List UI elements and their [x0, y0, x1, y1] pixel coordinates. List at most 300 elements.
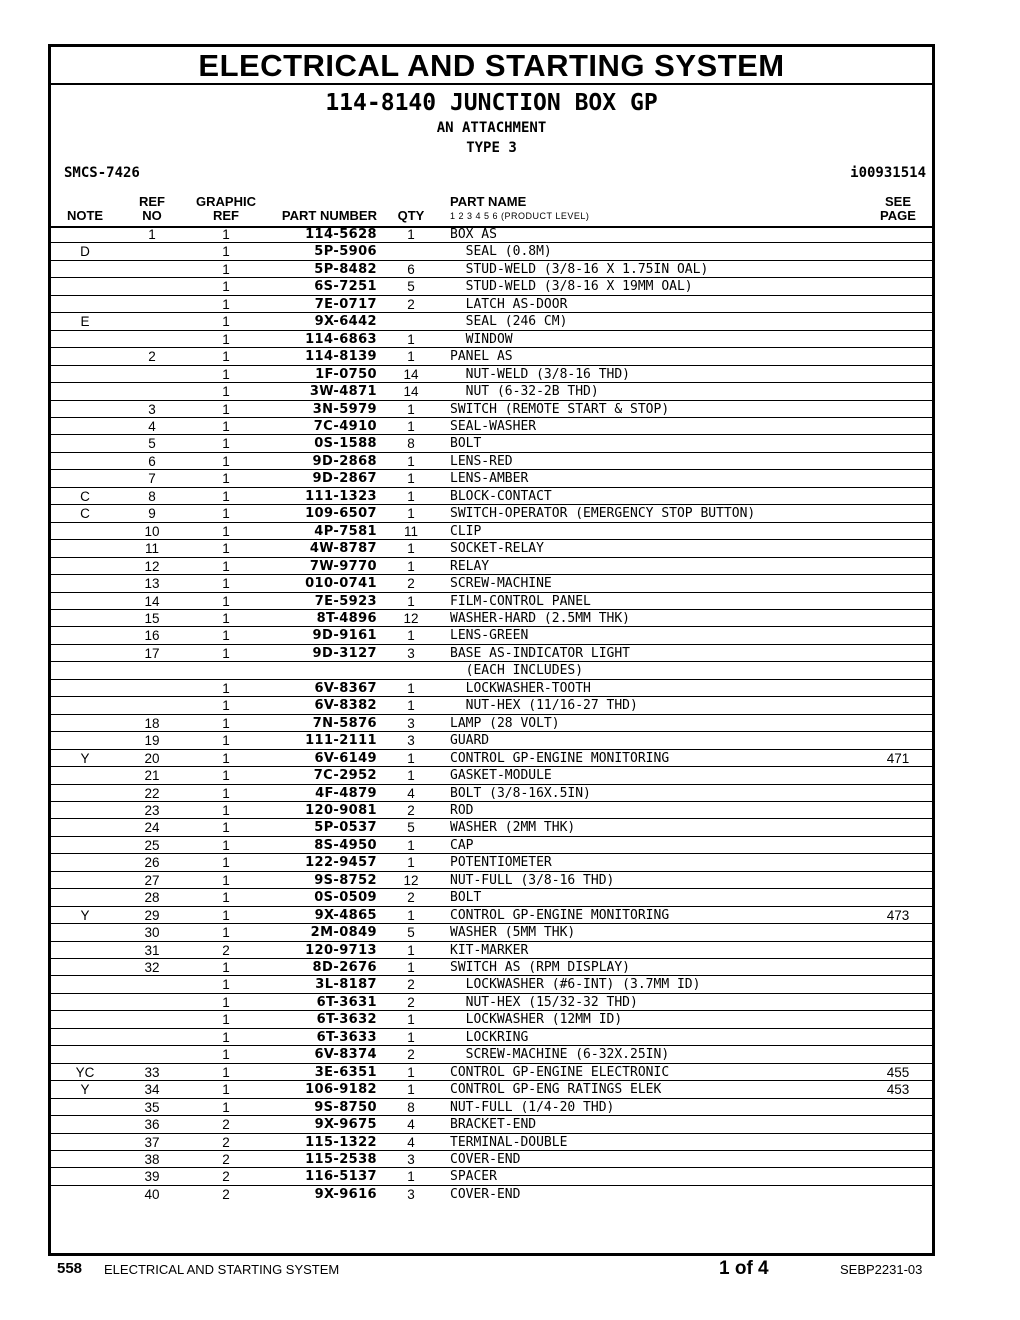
qty-cell: 6 — [407, 261, 415, 277]
qty-cell: 1 — [407, 227, 415, 242]
ref-no-cell: 30 — [144, 925, 160, 941]
note-cell: E — [80, 314, 90, 330]
table-row — [51, 1116, 932, 1133]
part-name-cell: CAP — [450, 837, 474, 853]
graphic-ref-cell: 1 — [222, 488, 230, 504]
ref-no-cell: 18 — [144, 715, 160, 731]
qty-cell: 4 — [407, 1117, 415, 1133]
graphic-ref-cell: 1 — [222, 1012, 230, 1028]
part-number-cell: 9D-9161 — [312, 628, 377, 644]
graphic-ref-cell: 1 — [222, 506, 230, 522]
qty-cell: 1 — [407, 960, 415, 976]
qty-cell: 3 — [407, 1152, 415, 1168]
part-name-cell: BOLT (3/8-16X.5IN) — [450, 785, 591, 801]
qty-cell: 8 — [407, 1099, 415, 1115]
qty-cell: 1 — [407, 768, 415, 784]
part-name-cell: BOLT — [450, 436, 482, 452]
table-row — [51, 750, 932, 767]
part-name-cell: LATCH AS-DOOR — [450, 296, 568, 312]
part-number-cell: 3N-5979 — [312, 401, 377, 417]
table-row — [51, 732, 932, 749]
qty-cell: 3 — [407, 733, 415, 749]
part-number-cell: 3L-8187 — [315, 977, 377, 993]
part-name-cell: RELAY — [450, 558, 490, 574]
part-name-cell: LENS-RED — [450, 453, 513, 469]
part-name-cell: CLIP — [450, 523, 482, 539]
type-label: TYPE 3 — [466, 140, 517, 156]
part-name-cell: ROD — [450, 802, 474, 818]
part-number-cell: 120-9713 — [305, 942, 377, 958]
part-number-cell: 1F-0750 — [315, 366, 377, 382]
part-name-cell: NUT-WELD (3/8-16 THD) — [450, 366, 631, 382]
table-row — [51, 680, 932, 697]
table-row — [51, 645, 932, 662]
part-number-cell: 8D-2676 — [312, 960, 377, 976]
part-number-cell: 5P-8482 — [314, 261, 377, 277]
qty-cell: 4 — [407, 785, 415, 801]
table-row — [51, 942, 932, 959]
part-number-cell: 8S-4950 — [314, 837, 377, 853]
ref-no-cell: 36 — [144, 1117, 160, 1133]
table-row — [51, 627, 932, 644]
graphic-ref-cell: 1 — [222, 1029, 230, 1045]
qty-cell: 12 — [403, 610, 419, 626]
qty-cell: 3 — [407, 715, 415, 731]
part-name-cell: SOCKET-RELAY — [450, 541, 544, 557]
graphic-ref-cell: 1 — [222, 733, 230, 749]
part-number-cell: 7C-2952 — [313, 768, 377, 784]
part-number-cell: 0S-1588 — [314, 436, 377, 452]
part-number-cell: 5P-5906 — [314, 244, 377, 260]
qty-cell: 1 — [407, 698, 415, 714]
part-name-cell: SWITCH-OPERATOR (EMERGENCY STOP BUTTON) — [450, 506, 756, 522]
part-number-cell: 115-2538 — [305, 1152, 377, 1168]
part-number-cell: 9X-4865 — [314, 907, 377, 923]
ref-no-cell: 33 — [144, 1064, 160, 1080]
col-see-1: SEE — [884, 194, 911, 209]
table-row — [51, 243, 932, 260]
qty-cell: 1 — [407, 1029, 415, 1045]
graphic-ref-cell: 1 — [222, 384, 230, 400]
graphic-ref-cell: 1 — [222, 1064, 230, 1080]
qty-cell: 2 — [407, 890, 415, 906]
table-row — [51, 296, 932, 313]
group-title: 114-8140 JUNCTION BOX GP — [325, 90, 658, 116]
part-number-cell: 3E-6351 — [314, 1064, 377, 1080]
part-name-cell: WASHER (2MM THK) — [450, 820, 576, 836]
page-footer — [0, 1258, 1020, 1282]
graphic-ref-cell: 1 — [222, 907, 230, 923]
part-number-cell: 115-1322 — [305, 1134, 377, 1150]
see-page-cell: 453 — [886, 1082, 910, 1098]
graphic-ref-cell: 1 — [222, 523, 230, 539]
table-row — [51, 435, 932, 452]
table-row — [51, 872, 932, 889]
part-name-cell: (EACH INCLUDES) — [450, 663, 584, 679]
note-cell: Y — [80, 750, 90, 766]
ref-no-cell: 35 — [144, 1099, 160, 1115]
part-number-cell: 5P-0537 — [314, 820, 377, 836]
part-number-cell: 111-1323 — [305, 488, 377, 504]
part-number-cell: 7E-0717 — [314, 296, 377, 312]
ref-no-cell: 7 — [148, 471, 156, 487]
graphic-ref-cell: 2 — [222, 1186, 230, 1202]
graphic-ref-cell: 1 — [222, 244, 230, 260]
col-note: NOTE — [66, 208, 104, 223]
table-row — [51, 540, 932, 557]
table-row — [51, 558, 932, 575]
part-name-cell: LOCKWASHER (12MM ID) — [450, 1012, 623, 1028]
page-number: 558 — [57, 1260, 83, 1277]
graphic-ref-cell: 1 — [222, 750, 230, 766]
part-name-cell: FILM-CONTROL PANEL — [450, 593, 591, 609]
table-row — [51, 593, 932, 610]
part-number-cell: 6T-3632 — [316, 1012, 377, 1028]
note-cell: C — [80, 506, 90, 522]
table-row — [51, 313, 932, 330]
table-row — [51, 331, 932, 348]
qty-cell: 1 — [407, 349, 415, 365]
publication-number: SEBP2231-03 — [840, 1262, 923, 1277]
part-name-cell: CONTROL GP-ENG RATINGS ELEK — [450, 1082, 662, 1098]
graphic-ref-cell: 1 — [222, 802, 230, 818]
ref-no-cell: 6 — [148, 453, 156, 469]
qty-cell: 14 — [403, 384, 419, 400]
part-name-cell: SEAL (246 CM) — [450, 314, 568, 330]
col-see-2: PAGE — [880, 208, 916, 223]
ref-no-cell: 14 — [144, 593, 160, 609]
ref-no-cell: 23 — [144, 802, 160, 818]
graphic-ref-cell: 1 — [222, 837, 230, 853]
graphic-ref-cell: 1 — [222, 890, 230, 906]
part-name-cell: TERMINAL-DOUBLE — [450, 1134, 568, 1150]
graphic-ref-cell: 1 — [222, 1082, 230, 1098]
table-row — [51, 854, 932, 871]
ref-no-cell: 19 — [144, 733, 160, 749]
part-name-cell: NUT-FULL (3/8-16 THD) — [450, 872, 615, 888]
table-row — [51, 819, 932, 836]
part-name-cell: SCREW-MACHINE — [450, 576, 552, 592]
part-number-cell: 106-9182 — [305, 1082, 377, 1098]
ref-no-cell: 21 — [144, 768, 160, 784]
col-part-number: PART NUMBER — [281, 208, 377, 223]
table-row — [51, 610, 932, 627]
page-of: 1 of 4 — [719, 1258, 769, 1279]
part-number-cell: 9S-8750 — [314, 1099, 377, 1115]
qty-cell: 1 — [407, 680, 415, 696]
part-name-cell: LAMP (28 VOLT) — [450, 715, 560, 731]
ref-no-cell: 13 — [144, 576, 160, 592]
ref-no-cell: 5 — [148, 436, 156, 452]
table-row — [51, 401, 932, 418]
ref-no-cell: 27 — [144, 872, 160, 888]
qty-cell: 1 — [407, 506, 415, 522]
ref-no-cell: 12 — [144, 558, 160, 574]
graphic-ref-cell: 1 — [222, 227, 230, 242]
graphic-ref-cell: 2 — [222, 942, 230, 958]
graphic-ref-cell: 2 — [222, 1152, 230, 1168]
table-row — [51, 1168, 932, 1185]
table-row — [51, 1046, 932, 1063]
table-row — [51, 889, 932, 906]
graphic-ref-cell: 1 — [222, 349, 230, 365]
part-number-cell: 122-9457 — [305, 855, 377, 871]
table-row — [51, 994, 932, 1011]
parts-table-body — [51, 226, 932, 1203]
part-name-cell: SEAL-WASHER — [450, 418, 537, 434]
part-number-cell: 0S-0509 — [314, 890, 377, 906]
part-name-cell: SEAL (0.8M) — [450, 244, 552, 260]
part-name-cell: BLOCK-CONTACT — [450, 488, 552, 504]
qty-cell: 8 — [407, 436, 415, 452]
part-number-cell: 6S-7251 — [314, 279, 377, 295]
table-row — [51, 785, 932, 802]
illustration-id: i00931514 — [850, 165, 926, 181]
ref-no-cell: 24 — [144, 820, 160, 836]
ref-no-cell: 38 — [144, 1152, 160, 1168]
part-number-cell: 8T-4896 — [316, 610, 377, 626]
qty-cell: 3 — [407, 1186, 415, 1202]
part-name-cell: PANEL AS — [450, 349, 513, 365]
table-row — [51, 1186, 932, 1203]
part-number-cell: 7C-4910 — [313, 418, 377, 434]
graphic-ref-cell: 1 — [222, 977, 230, 993]
ref-no-cell: 20 — [144, 750, 160, 766]
part-name-cell: POTENTIOMETER — [450, 855, 552, 871]
graphic-ref-cell: 2 — [222, 1169, 230, 1185]
part-name-cell: BOX AS — [450, 227, 497, 242]
graphic-ref-cell: 1 — [222, 994, 230, 1010]
ref-no-cell: 15 — [144, 610, 160, 626]
part-name-cell: SCREW-MACHINE (6-32X.25IN) — [450, 1047, 670, 1063]
graphic-ref-cell: 1 — [222, 331, 230, 347]
part-name-cell: STUD-WELD (3/8-16 X 1.75IN OAL) — [450, 261, 709, 277]
qty-cell: 1 — [407, 1169, 415, 1185]
ref-no-cell: 4 — [148, 418, 156, 434]
graphic-ref-cell: 1 — [222, 768, 230, 784]
graphic-ref-cell: 2 — [222, 1134, 230, 1150]
ref-no-cell: 40 — [144, 1186, 160, 1202]
table-row — [51, 837, 932, 854]
part-number-cell: 114-5628 — [305, 227, 377, 242]
ref-no-cell: 11 — [144, 541, 159, 557]
graphic-ref-cell: 1 — [222, 1099, 230, 1115]
qty-cell: 1 — [407, 453, 415, 469]
smcs-code: SMCS-7426 — [64, 165, 140, 181]
ref-no-cell: 8 — [148, 488, 156, 504]
part-name-cell: KIT-MARKER — [450, 942, 529, 958]
qty-cell: 1 — [407, 1012, 415, 1028]
qty-cell: 4 — [407, 1134, 415, 1150]
graphic-ref-cell: 1 — [222, 785, 230, 801]
ref-no-cell: 16 — [144, 628, 160, 644]
ref-no-cell: 3 — [148, 401, 156, 417]
part-name-cell: STUD-WELD (3/8-16 X 19MM OAL) — [450, 279, 693, 295]
ref-no-cell: 28 — [144, 890, 160, 906]
part-name-cell: LOCKWASHER (#6-INT) (3.7MM ID) — [450, 977, 701, 993]
table-row — [51, 278, 932, 295]
qty-cell: 1 — [407, 593, 415, 609]
ref-no-cell: 34 — [144, 1082, 160, 1098]
attachment-label: AN ATTACHMENT — [436, 120, 547, 136]
part-number-cell: 120-9081 — [305, 802, 377, 818]
part-number-cell: 9D-2868 — [312, 453, 377, 469]
graphic-ref-cell: 1 — [222, 418, 230, 434]
part-name-cell: GUARD — [450, 733, 490, 749]
part-name-cell: NUT-FULL (1/4-20 THD) — [450, 1099, 615, 1115]
table-row — [51, 348, 932, 365]
note-cell: D — [80, 244, 90, 260]
part-number-cell: 9X-9616 — [314, 1186, 377, 1202]
table-row — [51, 1011, 932, 1028]
part-number-cell: 9S-8752 — [314, 872, 377, 888]
part-number-cell: 7W-9770 — [309, 558, 377, 574]
part-name-cell: COVER-END — [450, 1186, 521, 1202]
qty-cell: 1 — [407, 418, 415, 434]
qty-cell: 1 — [407, 750, 415, 766]
ref-no-cell: 10 — [144, 523, 160, 539]
table-row — [51, 1099, 932, 1116]
graphic-ref-cell: 1 — [222, 296, 230, 312]
part-number-cell: 9X-6442 — [314, 314, 377, 330]
parts-list-frame — [48, 44, 935, 1256]
graphic-ref-cell: 1 — [222, 925, 230, 941]
col-qty: QTY — [397, 208, 425, 223]
qty-cell: 1 — [407, 541, 415, 557]
graphic-ref-cell: 1 — [222, 610, 230, 626]
part-name-cell: NUT-HEX (15/32-32 THD) — [450, 994, 638, 1010]
qty-cell: 1 — [407, 1082, 415, 1098]
ref-no-cell: 22 — [144, 785, 160, 801]
part-number-cell: 109-6507 — [305, 506, 377, 522]
footer-section: ELECTRICAL AND STARTING SYSTEM — [104, 1262, 340, 1277]
part-name-cell: WASHER-HARD (2.5MM THK) — [450, 610, 631, 626]
graphic-ref-cell: 1 — [222, 558, 230, 574]
graphic-ref-cell: 1 — [222, 401, 230, 417]
part-name-cell: LOCKRING — [450, 1029, 529, 1045]
qty-cell: 1 — [407, 855, 415, 871]
part-name-cell: LENS-AMBER — [450, 471, 529, 487]
part-number-cell: 9D-3127 — [312, 645, 377, 661]
table-row — [51, 924, 932, 941]
graphic-ref-cell: 1 — [222, 541, 230, 557]
part-name-cell: WINDOW — [450, 331, 513, 347]
table-row — [51, 453, 932, 470]
part-number-cell: 6V-8374 — [314, 1047, 377, 1063]
ref-no-cell: 32 — [144, 960, 160, 976]
note-cell: Y — [80, 907, 90, 923]
graphic-ref-cell: 1 — [222, 960, 230, 976]
part-name-cell: LOCKWASHER-TOOTH — [450, 680, 591, 696]
part-number-cell: 114-8139 — [305, 349, 377, 365]
graphic-ref-cell: 1 — [222, 1047, 230, 1063]
graphic-ref-cell: 2 — [222, 1117, 230, 1133]
part-name-cell: BASE AS-INDICATOR LIGHT — [450, 645, 631, 661]
qty-cell: 14 — [403, 366, 419, 382]
col-graphic-1: GRAPHIC — [196, 194, 256, 209]
part-number-cell: 6T-3633 — [316, 1029, 377, 1045]
qty-cell: 12 — [403, 872, 419, 888]
qty-cell: 1 — [407, 401, 415, 417]
col-part-name: PART NAME — [450, 194, 527, 209]
see-page-cell: 473 — [886, 907, 910, 923]
ref-no-cell: 9 — [148, 506, 156, 522]
part-number-cell: 9X-9675 — [314, 1117, 377, 1133]
table-row — [51, 226, 932, 243]
qty-cell: 1 — [407, 942, 415, 958]
table-row — [51, 418, 932, 435]
table-row — [51, 383, 932, 400]
section-title: ELECTRICAL AND STARTING SYSTEM — [51, 47, 932, 85]
see-page-cell: 471 — [886, 750, 910, 766]
table-row — [51, 715, 932, 732]
graphic-ref-cell: 1 — [222, 680, 230, 696]
ref-no-cell: 37 — [144, 1134, 160, 1150]
part-number-cell: 6T-3631 — [316, 994, 377, 1010]
qty-cell: 1 — [407, 628, 415, 644]
table-row — [51, 470, 932, 487]
part-name-cell: NUT-HEX (11/16-27 THD) — [450, 698, 638, 714]
col-graphic-2: REF — [213, 208, 239, 223]
table-row — [51, 366, 932, 383]
part-name-cell: CONTROL GP-ENGINE MONITORING — [450, 907, 670, 923]
part-number-cell: 4P-7581 — [314, 523, 377, 539]
see-page-cell: 455 — [886, 1064, 910, 1080]
qty-cell: 1 — [407, 558, 415, 574]
ref-no-cell: 1 — [148, 227, 156, 242]
qty-cell: 5 — [407, 279, 415, 295]
ref-no-cell: 17 — [144, 645, 160, 661]
part-number-cell: 7N-5876 — [312, 715, 377, 731]
table-row — [51, 907, 932, 924]
note-cell: C — [80, 488, 90, 504]
ref-no-cell: 2 — [148, 349, 156, 365]
part-name-cell: BRACKET-END — [450, 1117, 537, 1133]
qty-cell: 1 — [407, 837, 415, 853]
graphic-ref-cell: 1 — [222, 628, 230, 644]
qty-cell: 5 — [407, 820, 415, 836]
qty-cell: 11 — [403, 523, 418, 539]
qty-cell: 2 — [407, 296, 415, 312]
table-row — [51, 959, 932, 976]
part-number-cell: 010-0741 — [305, 576, 377, 592]
qty-cell: 2 — [407, 977, 415, 993]
part-name-cell: WASHER (5MM THK) — [450, 925, 576, 941]
table-row — [51, 767, 932, 784]
part-name-cell: BOLT — [450, 890, 482, 906]
table-row — [51, 575, 932, 592]
ref-no-cell: 39 — [144, 1169, 160, 1185]
part-name-cell: SWITCH (REMOTE START & STOP) — [450, 401, 670, 417]
qty-cell: 2 — [407, 802, 415, 818]
qty-cell: 5 — [407, 925, 415, 941]
graphic-ref-cell: 1 — [222, 366, 230, 382]
table-row — [51, 261, 932, 278]
graphic-ref-cell: 1 — [222, 576, 230, 592]
graphic-ref-cell: 1 — [222, 261, 230, 277]
graphic-ref-cell: 1 — [222, 453, 230, 469]
table-row — [51, 1134, 932, 1151]
part-name-cell: SWITCH AS (RPM DISPLAY) — [450, 960, 631, 976]
part-number-cell: 114-6863 — [305, 331, 377, 347]
graphic-ref-cell: 1 — [222, 314, 230, 330]
qty-cell: 2 — [407, 1047, 415, 1063]
table-row — [51, 1064, 932, 1081]
graphic-ref-cell: 1 — [222, 715, 230, 731]
part-name-cell: CONTROL GP-ENGINE MONITORING — [450, 750, 670, 766]
part-number-cell: 111-2111 — [305, 733, 377, 749]
part-name-cell: LENS-GREEN — [450, 628, 529, 644]
